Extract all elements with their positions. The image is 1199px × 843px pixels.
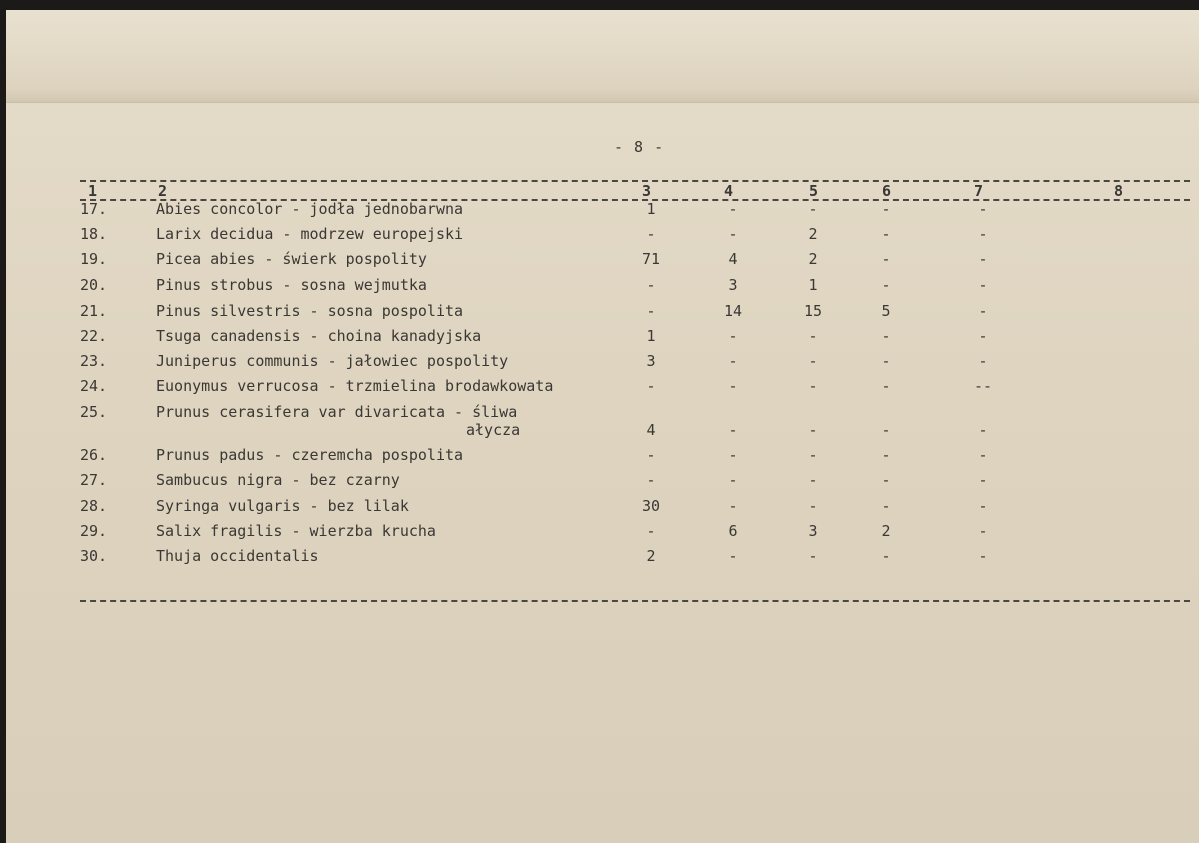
col-3-value: 3	[646, 352, 656, 370]
col-6-value: -	[881, 276, 891, 294]
species-name: Juniperus communis - jałowiec pospolity	[156, 352, 509, 370]
row-number: 24.	[80, 377, 108, 395]
col-6-value: -	[881, 250, 891, 268]
col-4-value: 3	[728, 276, 738, 294]
table-row	[6, 200, 1199, 222]
col-4-value: 14	[723, 302, 743, 320]
row-number: 27.	[80, 471, 108, 489]
col-5-value: -	[808, 327, 818, 345]
col-5-value: -	[808, 471, 818, 489]
col-6-value: 2	[881, 522, 891, 540]
row-number: 23.	[80, 352, 108, 370]
col-5-value: 2	[808, 250, 818, 268]
table-row	[6, 352, 1199, 374]
col-4-value: -	[728, 446, 738, 464]
col-6-value: -	[881, 547, 891, 565]
col-5-value: -	[808, 547, 818, 565]
row-number: 18.	[80, 225, 108, 243]
col-4-value: 4	[728, 250, 738, 268]
col-7-value: -	[978, 471, 988, 489]
species-name-continued: ałycza	[466, 421, 521, 439]
table-row	[6, 446, 1199, 468]
col-4-value: -	[728, 327, 738, 345]
row-number: 19.	[80, 250, 108, 268]
page-fold-shadow	[6, 10, 1199, 103]
col-6-value: -	[881, 352, 891, 370]
col-5-value: 3	[808, 522, 818, 540]
col-3-value: 1	[646, 327, 656, 345]
header-col-6: 6	[882, 182, 892, 200]
col-6-value: -	[881, 497, 891, 515]
col-7-value: -	[978, 522, 988, 540]
col-7-value: --	[973, 377, 993, 395]
col-4-value: -	[728, 421, 738, 439]
species-name: Tsuga canadensis - choina kanadyjska	[156, 327, 482, 345]
document-page	[6, 10, 1199, 843]
col-4-value: -	[728, 497, 738, 515]
header-col-5: 5	[809, 182, 819, 200]
col-6-value: -	[881, 200, 891, 218]
col-6-value: -	[881, 225, 891, 243]
col-3-value: -	[646, 522, 656, 540]
table-row	[6, 377, 1199, 399]
col-5-value: -	[808, 200, 818, 218]
col-4-value: -	[728, 471, 738, 489]
col-7-value: -	[978, 446, 988, 464]
col-3-value: -	[646, 377, 656, 395]
table-bottom-rule	[80, 600, 1190, 602]
row-number: 30.	[80, 547, 108, 565]
col-7-value: -	[978, 225, 988, 243]
page-number: - 8 -	[614, 138, 665, 156]
species-name: Picea abies - świerk pospolity	[156, 250, 427, 268]
species-name: Prunus cerasifera var divaricata - śliwa	[156, 403, 518, 421]
row-number: 29.	[80, 522, 108, 540]
table-row	[6, 276, 1199, 298]
col-7-value: -	[978, 302, 988, 320]
col-4-value: -	[728, 200, 738, 218]
col-7-value: -	[978, 250, 988, 268]
col-5-value: 2	[808, 225, 818, 243]
species-name: Pinus silvestris - sosna pospolita	[156, 302, 464, 320]
col-6-value: 5	[881, 302, 891, 320]
header-col-8: 8	[1114, 182, 1124, 200]
col-6-value: -	[881, 421, 891, 439]
col-7-value: -	[978, 200, 988, 218]
col-3-value: 30	[641, 497, 661, 515]
species-name: Salix fragilis - wierzba krucha	[156, 522, 436, 540]
row-number: 21.	[80, 302, 108, 320]
col-3-value: -	[646, 302, 656, 320]
col-5-value: -	[808, 497, 818, 515]
table-row	[6, 225, 1199, 247]
col-3-value: 4	[646, 421, 656, 439]
col-5-value: -	[808, 446, 818, 464]
table-row	[6, 497, 1199, 519]
col-7-value: -	[978, 352, 988, 370]
col-3-value: -	[646, 446, 656, 464]
table-row	[6, 302, 1199, 324]
species-name: Pinus strobus - sosna wejmutka	[156, 276, 427, 294]
species-name: Prunus padus - czeremcha pospolita	[156, 446, 464, 464]
col-3-value: 2	[646, 547, 656, 565]
row-number: 25.	[80, 403, 108, 421]
table-row	[6, 250, 1199, 272]
row-number: 20.	[80, 276, 108, 294]
table-row	[6, 403, 1199, 447]
col-4-value: -	[728, 377, 738, 395]
table-row	[6, 471, 1199, 493]
col-4-value: -	[728, 547, 738, 565]
header-col-3: 3	[642, 182, 652, 200]
col-4-value: 6	[728, 522, 738, 540]
col-5-value: -	[808, 352, 818, 370]
row-number: 28.	[80, 497, 108, 515]
table-row	[6, 327, 1199, 349]
col-5-value: -	[808, 421, 818, 439]
col-4-value: -	[728, 225, 738, 243]
species-name: Syringa vulgaris - bez lilak	[156, 497, 409, 515]
col-3-value: 71	[641, 250, 661, 268]
row-number: 17.	[80, 200, 108, 218]
col-3-value: -	[646, 276, 656, 294]
col-4-value: -	[728, 352, 738, 370]
species-name: Larix decidua - modrzew europejski	[156, 225, 464, 243]
col-6-value: -	[881, 377, 891, 395]
col-7-value: -	[978, 421, 988, 439]
col-6-value: -	[881, 471, 891, 489]
header-col-7: 7	[974, 182, 984, 200]
col-3-value: -	[646, 225, 656, 243]
species-name: Thuja occidentalis	[156, 547, 319, 565]
species-name: Sambucus nigra - bez czarny	[156, 471, 400, 489]
col-7-value: -	[978, 547, 988, 565]
col-5-value: -	[808, 377, 818, 395]
table-row	[6, 522, 1199, 544]
col-7-value: -	[978, 497, 988, 515]
row-number: 22.	[80, 327, 108, 345]
col-3-value: 1	[646, 200, 656, 218]
header-col-4: 4	[724, 182, 734, 200]
table-row	[6, 547, 1199, 569]
header-col-2: 2	[158, 182, 168, 200]
col-7-value: -	[978, 327, 988, 345]
row-number: 26.	[80, 446, 108, 464]
table-top-rule	[80, 180, 1190, 182]
col-5-value: 1	[808, 276, 818, 294]
col-6-value: -	[881, 327, 891, 345]
species-name: Euonymus verrucosa - trzmielina brodawkowata	[156, 377, 554, 395]
col-5-value: 15	[803, 302, 823, 320]
col-3-value: -	[646, 471, 656, 489]
species-name: Abies concolor - jodła jednobarwna	[156, 200, 464, 218]
col-7-value: -	[978, 276, 988, 294]
header-col-1: 1	[88, 182, 98, 200]
col-6-value: -	[881, 446, 891, 464]
